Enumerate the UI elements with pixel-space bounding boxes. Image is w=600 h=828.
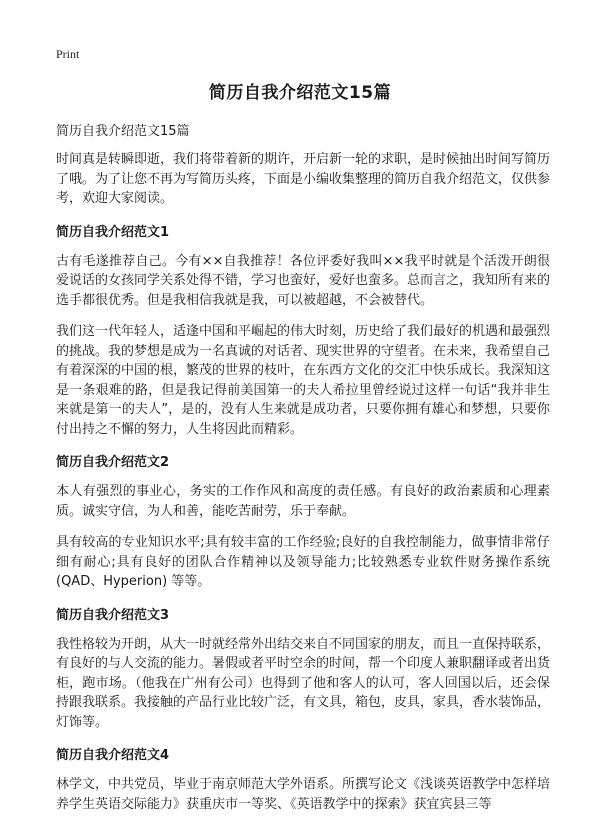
section-heading-3: 简历自我介绍范文3 <box>56 607 170 623</box>
print-link[interactable]: Print <box>56 47 80 61</box>
section-1-paragraph-2: 我们这一代年轻人，适逢中国和平崛起的伟大时刻，历史给了我们最好的机遇和最强烈的挑战。我的梦想是成为一名真诚的对话者、现实世界的守望者。在未来，我希望自己有着深深的中国的根，繁茂的世界的枝叶，在东西方文化的交汇中快乐成长。我深知这是一条艰难的路，但是我记得前美国第一的夫人希拉里曾经说过这样一句话“我并非生来就是第一的夫人”，是的，没有人生来就是成功者，只要你拥有雄心和梦想，只要你付出持之不懈的努力，人生将因此而精彩。 <box>56 324 551 437</box>
section-heading-4: 简历自我介绍范文4 <box>56 748 170 763</box>
section-heading-1: 简历自我介绍范文1 <box>56 224 170 240</box>
document-subtitle: 简历自我介绍范文15篇 <box>56 124 190 139</box>
section-2-paragraph-2: 具有较高的专业知识水平;具有较丰富的工作经验;良好的自我控制能力，做事情非常仔细有耐心;具有良好的团队合作精神以及领导能力;比较熟悉专业软件财务操作系统(QAD、Hyperion) 等等。 <box>56 535 550 589</box>
document-title: 简历自我介绍范文15篇 <box>208 83 392 103</box>
intro-paragraph: 时间真是转瞬即逝，我们将带着新的期许，开启新一轮的求职，是时候抽出时间写简历了哦。为了让您不再为写简历头疼，下面是小编收集整理的简历自我介绍范文，仅供参考，欢迎大家阅读。 <box>56 152 551 206</box>
section-4-paragraph-1: 林学文，中共党员，毕业于南京师范大学外语系。所撰写论文《浅谈英语教学中怎样培养学生英语交际能力》获重庆市一等奖、《英语教学中的探索》获宜宾县三等 <box>56 777 551 812</box>
section-2-paragraph-1: 本人有强烈的事业心，务实的工作作风和高度的责任感。有良好的政治素质和心理素质。诚实守信，为人和善，能吃苦耐劳，乐于奉献。 <box>56 484 550 519</box>
section-1-paragraph-1: 古有毛遂推荐自己。今有××自我推荐！各位评委好我叫××我平时就是个活泼开朗很爱说话的女孩同学关系处得不错，学习也蛮好，爱好也蛮多。总而言之，我知所有来的选手都很优秀。但是我相信我就是我，可以被超越，不会被替代。 <box>56 253 551 308</box>
section-3-paragraph-1: 我性格较为开朗，从大一时就经常外出结交来自不同国家的朋友，而且一直保持联系，有良好的与人交流的能力。暑假或者平时空余的时间，帮一个印度人兼职翻译或者出货柜，跑市场。（他我在广州有公司）也得到了他和客人的认可，客人回国以后，还会保持跟我联系。我接触的产品行业比较广泛，有文具，箱包，皮具，家具，香水装饰品，灯饰等。 <box>56 636 551 730</box>
section-heading-2: 简历自我介绍范文2 <box>56 455 170 470</box>
document-body <box>56 150 550 826</box>
